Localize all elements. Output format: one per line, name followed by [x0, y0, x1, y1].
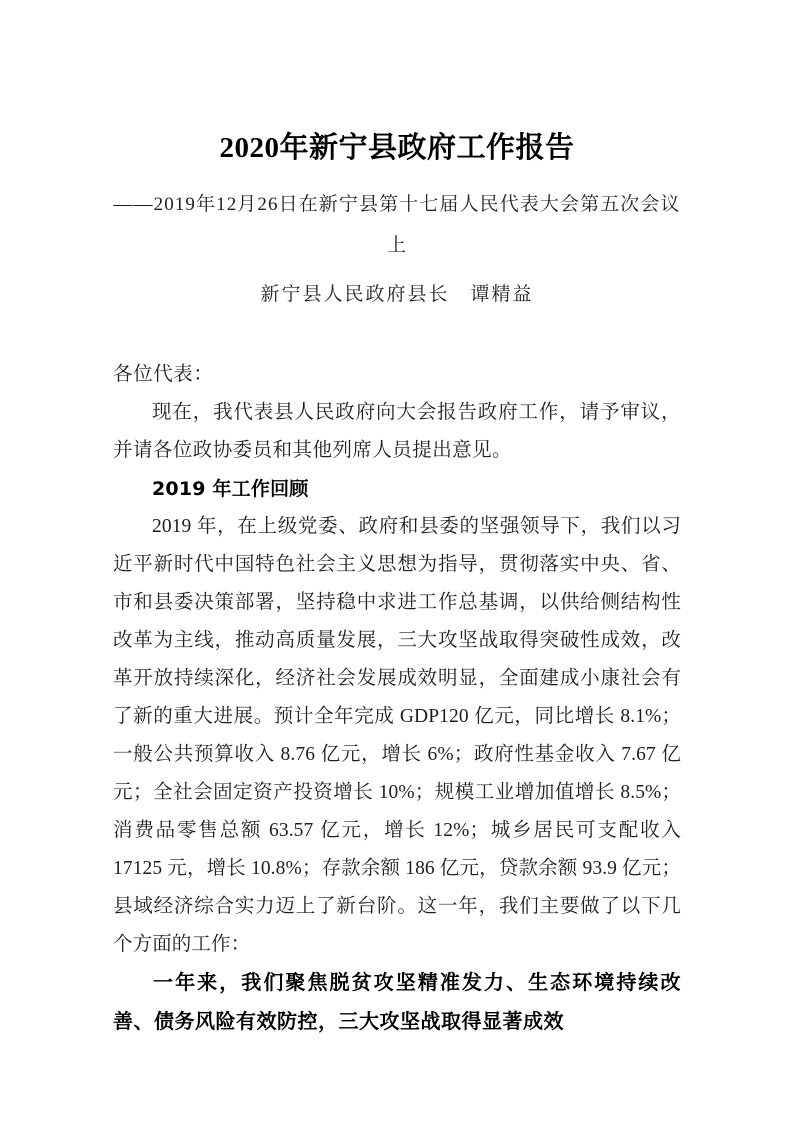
document-content	[113, 0, 681, 1042]
document-subtitle: ——2019年12月26日在新宁县第十七届人民代表大会第五次会议上	[113, 194, 681, 256]
achievement-heading: 一年来，我们聚焦脱贫攻坚精准发力、生态环境持续改善、债务风险有效防控，三大攻坚战取得显著成效	[113, 972, 681, 1033]
opening-paragraph: 现在，我代表县人民政府向大会报告政府工作，请予审议，并请各位政协委员和其他列席人员提出意见。	[113, 402, 681, 461]
review-paragraph: 2019 年，在上级党委、政府和县委的坚强领导下，我们以习近平新时代中国特色社会主义思想为指导，贯彻落实中央、省、市和县委决策部署，坚持稳中求进工作总基调，以供给侧结构性改革为主线，推动高质量发展，三大攻坚战取得突破性成效，改革开放持续深化，经济社会发展成效明显，全面建成小康社会有了新的重大进展。预计全年完成 GDP120 亿元，同比增长 8.1%；一般公共预算收入 8.76 亿元，增长 6%；政府性基金收入 7.67 亿元；全社会固定资产投资增长 10%；规模工业增加值增长 8.5%；消费品零售总额 63.57 亿元，增长 12%；城乡居民可支配收入 17125 元，增长 10.8%；存款余额 186 亿元，贷款余额 93.9 亿元；县域经济综合实力迈上了新台阶。这一年，我们主要做了以下几个方面的工作：	[113, 516, 681, 955]
page-title: 2020年新宁县政府工作报告	[219, 132, 575, 164]
document-byline: 新宁县人民政府县长 谭精益	[260, 284, 534, 305]
section-heading-2019-review: 2019 年工作回顾	[152, 478, 309, 500]
salutation: 各位代表：	[113, 364, 214, 385]
